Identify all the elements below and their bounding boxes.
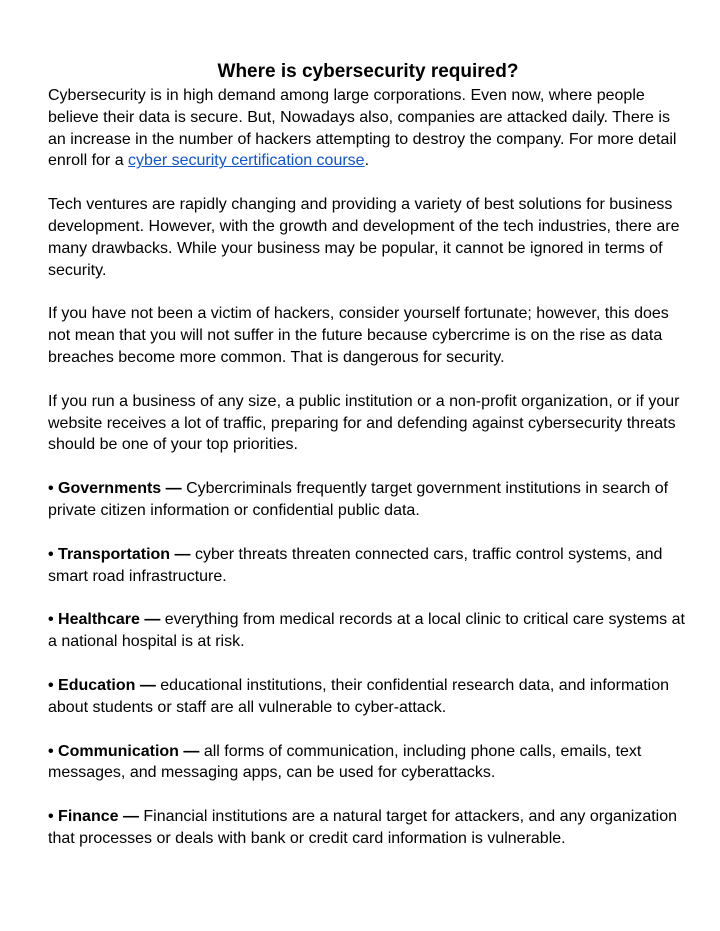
paragraph-business-priorities: If you run a business of any size, a public institution or a non-profit organization, or if your website receives a lot of traffic, preparing for and defending against cybersecurity threats should be one of your top priorities. [48,392,680,454]
list-item-text: Financial institutions are a natural target for attackers, and any organization that processes or deals with bank or credit card information is vulnerable. [48,808,678,847]
paragraph-tech-ventures: Tech ventures are rapidly changing and providing a variety of best solutions for business development. However, with the growth and development of the tech industries, there are many drawbacks. While your business may be popular, it cannot be ignored in terms of security. [48,196,680,279]
list-item-label: • Transportation — [48,545,191,563]
list-item-text: Cybercriminals frequently target government institutions in search of private citizen information or confidential public data. [48,480,669,519]
list-item-label: • Finance — [48,808,139,826]
document-title: Where is cybersecurity required? [217,61,519,82]
list-item-text: everything from medical records at a local clinic to critical care systems at a national hospital is at risk. [48,611,685,651]
list-item-text: cyber threats threaten connected cars, traffic control systems, and smart road infrastructure. [48,545,663,585]
list-item-text: educational institutions, their confidential research data, and information about students or staff are all vulnerable to cyber-attack. [48,676,670,716]
list-item-governments [48,478,688,522]
list-item-healthcare [48,609,688,653]
certification-course-link[interactable]: cyber security certification course [128,152,365,170]
list-item-education [48,675,688,719]
intro-paragraph [48,85,688,172]
list-item-finance [48,806,688,850]
list-item-transportation [48,544,688,588]
list-item-label: • Governments — [48,480,182,498]
list-item-text: all forms of communication, including phone calls, emails, text messages, and messaging apps, can be used for cyberattacks. [48,742,642,782]
intro-text-end: . [364,152,370,170]
list-item-label: • Healthcare — [48,611,161,629]
list-item-communication [48,741,688,785]
document-page [48,59,688,872]
paragraph-victim-of-hackers: If you have not been a victim of hackers, consider yourself fortunate; however, this does not mean that you will not suffer in the future because cybercrime is on the rise as data breaches become more common. That is dangerous for security. [48,305,669,366]
intro-text: Cybersecurity is in high demand among large corporations. Even now, where people believe their data is secure. But, Nowadays also, companies are attacked daily. There is an increase in the number of hackers attempting to destroy the company. For more detail enroll for a [48,87,677,170]
list-item-label: • Communication — [48,742,200,760]
list-item-label: • Education — [48,676,156,694]
